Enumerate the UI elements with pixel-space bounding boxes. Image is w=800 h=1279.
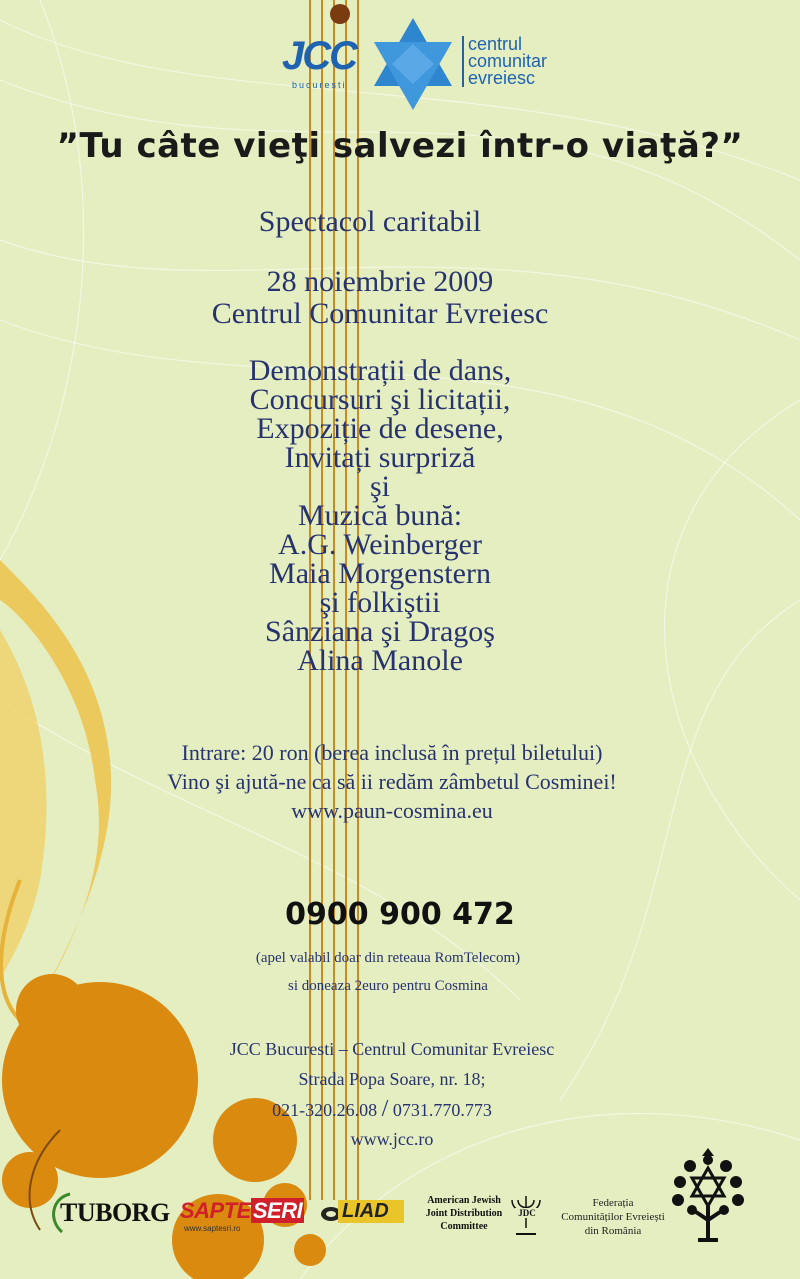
- event-venue: Centrul Comunitar Evreiesc: [211, 297, 549, 330]
- program-line: Muzică bună:: [297, 499, 463, 532]
- program-line: Demonstrații de dans,: [248, 354, 512, 387]
- program-line: Expoziție de desene,: [256, 412, 504, 445]
- program-line: Invitați surpriză: [284, 441, 476, 474]
- jcc-logo-tagline: [462, 36, 547, 87]
- donation-phone[interactable]: 0900 900 472: [285, 897, 515, 932]
- donation-note-2: si doneaza 2euro pentru Cosmina: [288, 978, 488, 994]
- contact-org: JCC Bucuresti – Centrul Comunitar Evreiesc: [229, 1039, 555, 1059]
- seri-label: SERI: [252, 1198, 303, 1223]
- sapte-label: SAPTE: [180, 1198, 251, 1223]
- ajdc-line: Joint Distribution: [425, 1208, 503, 1219]
- liad-label: LIAD: [338, 1200, 404, 1223]
- fed-line: Federația: [592, 1197, 634, 1209]
- sponsor-liad: [320, 1200, 400, 1230]
- jcc-logo-text: JCC: [282, 34, 357, 78]
- contact-address: Strada Popa Soare, nr. 18;: [298, 1069, 486, 1089]
- appeal-text: Vino şi ajută-ne ca să ii redăm zâmbetul Cosminei!: [167, 769, 617, 794]
- donation-note-1: (apel valabil doar din reteaua RomTelecom): [255, 950, 521, 966]
- event-website-link[interactable]: www.paun-cosmina.eu: [291, 798, 493, 823]
- ajdc-line: American Jewish: [427, 1195, 501, 1206]
- sponsor-fed: [558, 1196, 668, 1246]
- program-line: Alina Manole: [297, 644, 463, 677]
- program-line: A.G. Weinberger: [278, 528, 482, 561]
- phone-separator: /: [381, 1096, 389, 1122]
- sapte-seri-url: www.saptesri.ro: [184, 1224, 241, 1233]
- contact-phone-1[interactable]: 021-320.26.08: [272, 1100, 378, 1120]
- logo-line-2: comunitar: [468, 51, 548, 71]
- fed-line: din România: [584, 1225, 642, 1237]
- logo-line-1: centrul: [468, 34, 523, 54]
- sponsor-ajdc: [418, 1194, 543, 1240]
- ajdc-line: Committee: [440, 1221, 488, 1232]
- program-line: Sânziana şi Dragoş: [265, 615, 495, 648]
- program-line: şi folkiştii: [319, 586, 441, 619]
- entry-price: Intrare: 20 ron (berea inclusă în prețul biletului): [181, 740, 603, 765]
- event-program: [0, 356, 760, 675]
- sponsor-tuborg: [48, 1190, 170, 1236]
- event-date: 28 noiembrie 2009: [266, 265, 494, 298]
- fed-line: Comunităților Evreiești: [561, 1211, 665, 1223]
- program-line: Concursuri şi licitații,: [249, 383, 511, 416]
- sapte-seri-logo: [180, 1198, 304, 1224]
- contact-phone-2[interactable]: 0731.770.773: [392, 1100, 492, 1120]
- program-line: Maia Morgenstern: [269, 557, 491, 590]
- program-line: şi: [369, 470, 390, 503]
- sponsor-sapte-seri: [180, 1198, 310, 1242]
- tree-of-life-icon: [668, 1146, 748, 1244]
- event-type: Spectacol caritabil: [258, 205, 482, 238]
- star-of-david-icon: [368, 14, 458, 114]
- jcc-logo-city: bucuresti: [292, 80, 347, 90]
- fed-name: [558, 1196, 668, 1238]
- tuborg-label: TUBORG: [60, 1198, 170, 1227]
- ajdc-mark: JDC: [515, 1208, 539, 1218]
- ajdc-name: [418, 1194, 510, 1233]
- contact-phones: [0, 1094, 764, 1125]
- poster-title: ”Tu câte vieţi salvezi într-o viaţă?”: [56, 126, 744, 166]
- contact-website-link[interactable]: www.jcc.ro: [350, 1129, 434, 1149]
- logo-line-3: evreiesc: [468, 68, 536, 88]
